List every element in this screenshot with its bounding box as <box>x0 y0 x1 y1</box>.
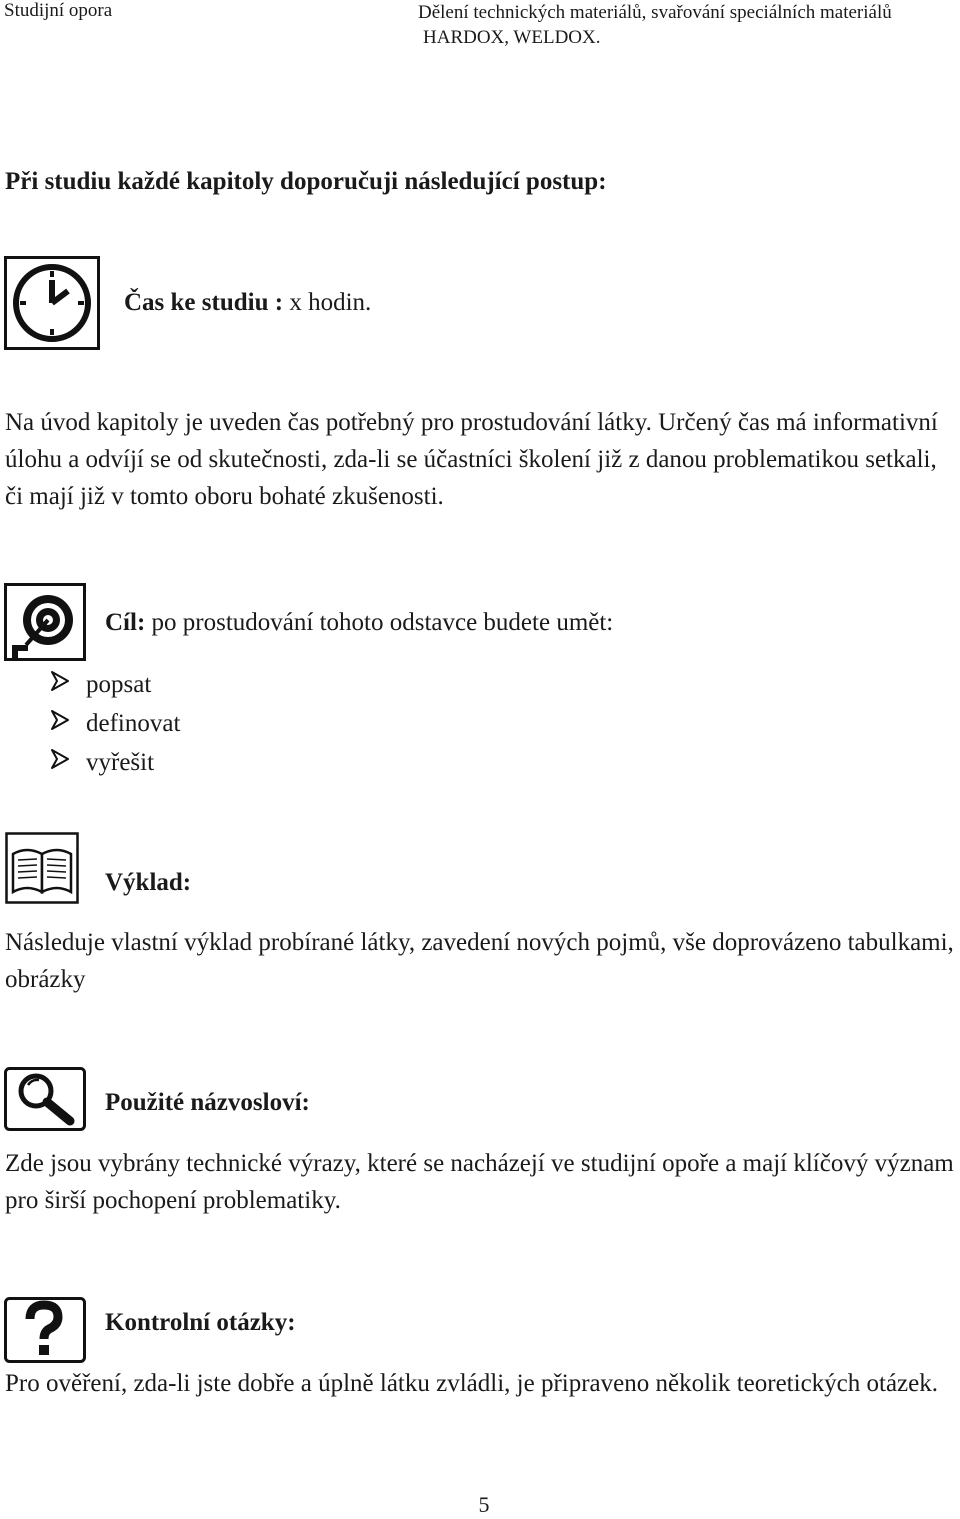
header-right <box>418 0 958 50</box>
header-right-line2: HARDOX, WELDOX. <box>423 27 601 48</box>
terminology-paragraph: Zde jsou vybrány technické výrazy, které se nacházejí ve studijní opoře a mají klíčový význam pro širší pochopení problematiky. <box>5 1150 954 1214</box>
arrow-bullet-icon <box>50 743 86 782</box>
arrow-bullet-icon <box>50 704 86 743</box>
header-left: Studijní opora <box>4 0 113 21</box>
explanation-paragraph: Následuje vlastní výklad probírané látky, zavedení nových pojmů, vše doprovázeno tabulkami, obrázky <box>5 929 954 993</box>
list-item-text: definovat <box>86 710 181 737</box>
time-label: Čas ke studiu : <box>124 289 284 316</box>
clock-icon <box>4 256 100 350</box>
time-value: x hodin. <box>283 289 372 316</box>
goal-line <box>105 607 613 639</box>
time-line <box>124 287 371 319</box>
list-item <box>50 704 180 743</box>
list-item-text: popsat <box>86 671 152 698</box>
terminology-title: Použité názvosloví: <box>105 1089 310 1116</box>
questions-paragraph: Pro ověření, zda-li jste dobře a úplně látku zvládli, je připraveno několik teoretických otázek. <box>5 1370 938 1397</box>
question-mark-icon <box>4 1297 86 1363</box>
list-item <box>50 665 180 704</box>
page-number: 5 <box>478 1492 490 1517</box>
page-heading: Při studiu každé kapitoly doporučuji následující postup: <box>5 168 607 195</box>
header-right-line1: Dělení technických materiálů, svařování speciálních materiálů <box>418 2 892 23</box>
magnifier-icon <box>4 1067 86 1131</box>
arrow-bullet-icon <box>50 665 86 704</box>
goal-label: Cíl: <box>105 609 146 636</box>
questions-title: Kontrolní otázky: <box>105 1309 296 1336</box>
list-item-text: vyřešit <box>86 749 155 776</box>
goal-text: po prostudování tohoto odstavce budete umět: <box>145 609 614 636</box>
list-item <box>50 743 180 782</box>
book-icon <box>5 832 79 904</box>
explanation-title: Výklad: <box>105 869 192 896</box>
time-paragraph: Na úvod kapitoly je uveden čas potřebný pro prostudování látky. Určený čas má informativní úlohu a odvíjí se od skutečnosti, zda-li se účastníci školení již z danou problematikou setkali, či mají již v tomto oboru bohaté zkušenosti. <box>5 409 938 510</box>
target-icon <box>4 583 86 661</box>
goal-list <box>50 665 180 782</box>
